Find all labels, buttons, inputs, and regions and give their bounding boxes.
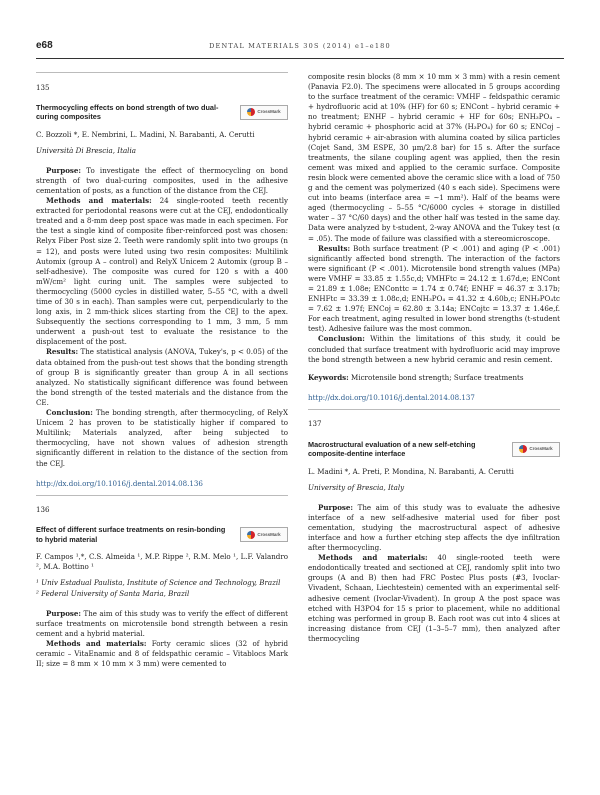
running-header	[36, 40, 564, 60]
crossmark-label: CrossMark	[529, 445, 553, 451]
conclusion-text: The bonding strength, after thermocycling, of RelyX Unicem 2 has proven to be statistically higher if compared to Multilink; Materials analyzed, after being subjected to thermocycling, have not shown values of adhesion strength significantly different in relation to the distance of the section from the CEJ.	[36, 408, 288, 468]
abstract-heading	[308, 440, 560, 459]
methods-label: Methods and materials:	[46, 638, 147, 648]
abstract-number: 135	[36, 82, 50, 92]
crossmark-icon	[247, 108, 255, 116]
keywords-paragraph	[308, 373, 560, 383]
conclusion-paragraph	[308, 334, 560, 364]
page-number: e68	[36, 40, 53, 51]
crossmark-label: CrossMark	[257, 531, 281, 537]
crossmark-button[interactable]	[240, 105, 288, 120]
abstract-affiliation: University of Brescia, Italy	[308, 482, 405, 492]
abstract-title: Macrostructural evaluation of a new self-etching composite-dentine interface	[308, 439, 476, 458]
journal-citation: DENTAL MATERIALS 30S (2014) e1–e180	[209, 42, 391, 50]
abstract-title: Thermocycling effects on bond strength of two dual-curing composites	[36, 102, 219, 122]
abstract-divider	[36, 495, 288, 496]
abstract-authors: L. Madini *, A. Preti, P. Mondina, N. Barabanti, A. Cerutti	[308, 466, 514, 476]
crossmark-icon	[247, 531, 255, 539]
abstract-divider	[36, 72, 288, 73]
abstract-heading	[36, 103, 288, 122]
doi-link[interactable]: http://dx.doi.org/10.1016/j.dental.2014.08.136	[36, 478, 203, 488]
methods-label: Methods and materials:	[46, 196, 152, 206]
abstract-affiliation: ¹ Univ Estadual Paulista, Institute of Science and Technology, Brazil	[36, 578, 281, 588]
conclusion-label: Conclusion:	[46, 408, 93, 418]
crossmark-button[interactable]	[512, 442, 560, 457]
doi-link[interactable]: http://dx.doi.org/10.1016/j.dental.2014.08.137	[308, 392, 475, 402]
conclusion-label: Conclusion:	[318, 334, 365, 344]
header-rule	[36, 58, 564, 59]
purpose-paragraph	[308, 503, 560, 553]
purpose-text: The aim of this study was to evaluate the adhesive interface of a new self-adhesive material used for fiber post cementation, studying the macrostructural aspect of adhesive interface and how a further etching step affects the dye infiltration after thermocycling.	[308, 502, 560, 553]
results-label: Results:	[46, 347, 79, 357]
right-column	[308, 72, 560, 644]
results-paragraph	[308, 244, 560, 335]
crossmark-icon	[519, 445, 527, 453]
left-column	[36, 72, 288, 669]
methods-paragraph	[36, 196, 288, 347]
abstract-heading	[36, 525, 288, 544]
purpose-paragraph	[36, 609, 288, 639]
conclusion-paragraph	[36, 408, 288, 469]
methods-text: 24 single-rooted teeth recently extracted for periodontal reasons were cut at the CEJ, endodontically treated and a 8-mm deep post space was made in each specimen. For the test a single kind of composite fiber-reinforced post was chosen: Relyx Fiber Post size 2. Teeth were randomly split into two groups (n = 12), and posts were luted using two resin composites: Multilink Automix (group A – control) and RelyX Unicem 2 Automix (group B – self-adhesive). The composite was cured for 120 s with a 400 mW/cm² light curing unit. The samples were subjected to thermocycling (5000 cycles in distilled water, 5–55 °C, with a dwell time of 30 s in each). Than samples were cut, perpendicularly to the long axis, in 2 mm-thick slices starting from the CEJ to the apex. Subsequently the sections corresponding to 1 mm, 3 mm, 5 mm underwent a push-out test to evaluate the resistance to the displacement of the post.	[36, 196, 288, 347]
results-text: The statistical analysis (ANOVA, Tukey's, p < 0.05) of the data obtained from the push-out test shows that the bonding strength of group B is significantly greater than group A in all sections analyzed. No statistically significant difference was found between the bond strength of the tested materials and the distance from the CE.	[36, 347, 288, 407]
abstract-affiliation: ² Federal University of Santa Maria, Brazil	[36, 588, 190, 598]
purpose-label: Purpose:	[46, 165, 82, 175]
abstract-authors: F. Campos ¹,*, C.S. Almeida ¹, M.P. Rippe ², R.M. Melo ¹, L.F. Valandro ², M.A. Bottino ¹	[36, 552, 288, 572]
methods-paragraph	[36, 639, 288, 669]
results-paragraph	[36, 347, 288, 408]
crossmark-button[interactable]	[240, 527, 288, 542]
purpose-text: The aim of this study was to verify the effect of different surface treatments on microtensile bond strength between a resin cement and a hybrid material.	[36, 608, 288, 638]
keywords-label: Keywords:	[308, 372, 349, 382]
keywords-text: Microtensile bond strength; Surface treatments	[348, 372, 524, 382]
purpose-label: Purpose:	[318, 502, 354, 512]
abstract-title: Effect of different surface treatments on resin-bonding to hybrid material	[36, 525, 226, 544]
abstract-number: 136	[36, 505, 50, 515]
methods-label: Methods and materials:	[318, 553, 428, 563]
purpose-paragraph	[36, 166, 288, 196]
results-label: Results:	[318, 243, 351, 253]
abstract-authors: C. Bozzoli *, E. Nembrini, L. Madini, N. Barabanti, A. Cerutti	[36, 129, 255, 139]
methods-paragraph	[308, 553, 560, 644]
abstract-divider	[308, 409, 560, 410]
methods-text: 40 single-rooted teeth were endodontically treated and sectioned at CEJ, randomly split into two groups (A and B) then had FRC Postec Plus posts (#3, Ivoclar-Vivadent, Schaan, Liechtestein) cemented with an experimental self-adhesive cement (Ivoclar-Vivadent). In group A the post space was etched with H3PO4 for 15 s prior to placement, while no additional etching was performed in group B. Each root was cut into 4 slices at increasing distance from CEJ (1–3–5–7 mm), then analyzed after thermocycling	[308, 553, 560, 643]
abstract-affiliation: Università Di Brescia, Italia	[36, 145, 136, 155]
purpose-label: Purpose:	[46, 608, 82, 618]
results-text: Both surface treatment (P < .001) and aging (P < .001) significantly affected bond strength. The interaction of the factors were significant (P < .001). Microtensile bond strength values (MPa) were VMHF = 33.85 ± 1.55c,d; VMHFtc = 24.12 ± 1.67d,e; ENCont = 21.89 ± 1.08e; ENConttc = 1.74 ± 0.74f; ENHF = 46.37 ± 3.17b; ENHFtc = 33.39 ± 1.08c,d; ENH₃PO₄ = 41.32 ± 4.60b,c; ENH₃PO₄tc = 7.62 ± 1.97f; ENCoj = 62.80 ± 3.14a; ENCojtc = 13.37 ± 1.46e,f. For each treatment, aging resulted in lower bond strengths (t-student test). Adhesive failure was the most common.	[308, 243, 560, 334]
conclusion-text: Within the limitations of this study, it could be concluded that surface treatment with hydrofluoric acid may improve the bond strength between a new hybrid ceramic and resin cement.	[308, 334, 560, 364]
crossmark-label: CrossMark	[257, 109, 281, 115]
purpose-text: To investigate the effect of thermocycling on bond strength of two dual-curing composites, used in the adhesive cementation of posts, as a function of the distance from the CEJ.	[36, 165, 288, 195]
methods-text: Forty ceramic slices (32 of hybrid ceramic – VitaEnamic and 8 of feldspathic ceramic – Vitablocs Mark II; size = 8 mm × 10 mm × 3 mm) were cemented to	[36, 638, 288, 669]
abstract-number: 137	[308, 419, 322, 429]
methods-continued-paragraph: composite resin blocks (8 mm × 10 mm × 3 mm) with a resin cement (Panavia F2.0). The specimens were allocated in 5 groups according to the surface treatment of the ceramic: VMHF – feldspathic ceramic + hydrofluoric acid at 10% (HF) for 60 s; ENCont – hybrid ceramic + no treatment; ENHF – hybrid ceramic + HF for 60s; ENH₃PO₄ – hybrid ceramic + phosphoric acid at 37% (H₃PO₄) for 60 s; ENCoj – hybrid ceramic + air-abrasion with alumina coated by silica particles (Cojet Sand, 3M ESPE, 30 μm/2.8 bar) for 15 s. After the surface treatments, the silane coupling agent was applied, then the resin cement was mixed and applied to the ceramic surface. Composite resin block were cemented above the ceramic slice with a load of 750 g and the cement was polymerized (40 s each side). Specimens were cut into beams (interface area = ~1 mm²). Half of the beams were aged (thermocycling – 5–55 °C/6000 cycles + storage in distilled water – 37 °C/60 days) and the other half was tested in the same day. Data were analyzed by t-student, 2-way ANOVA and the Tukey test (α = .05). The mode of failure was classified with a stereomicroscope.	[308, 72, 560, 243]
